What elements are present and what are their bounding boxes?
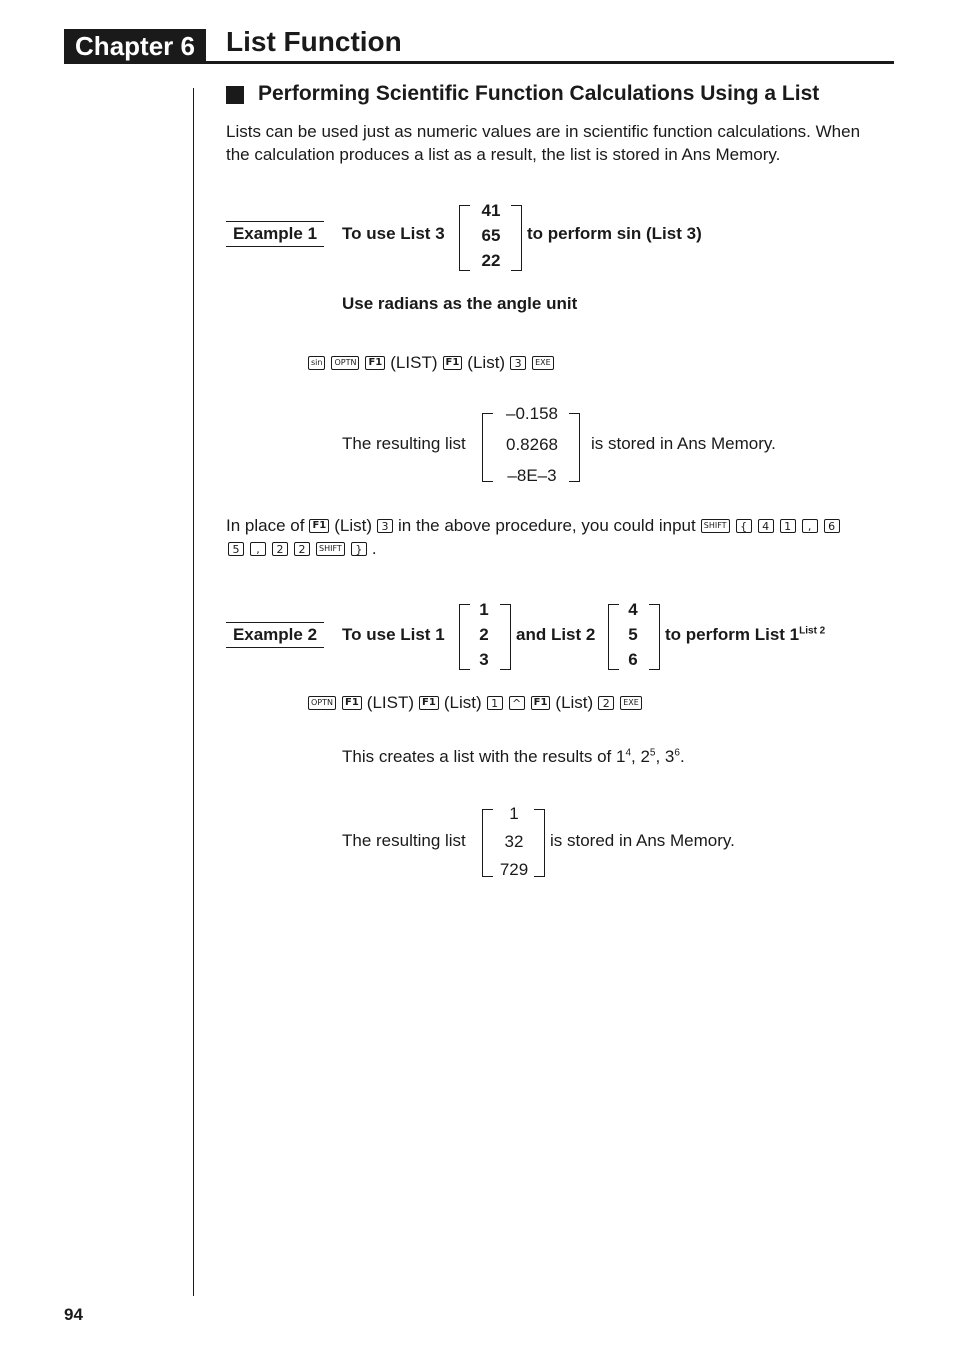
sup-6: 6: [674, 747, 680, 759]
list2-value: 4: [628, 600, 638, 619]
list1-values: [472, 600, 496, 670]
chapter-label: Chapter 6: [64, 29, 206, 63]
list-label: (List): [555, 693, 594, 712]
left-brace-key: {: [736, 519, 752, 533]
example-2-tail: [665, 625, 825, 645]
example-2-tail-text: to perform List 1: [665, 625, 800, 644]
f1-key: F1: [309, 519, 329, 533]
comma-key: ,: [802, 519, 818, 533]
page-number: 94: [64, 1305, 83, 1324]
f1-key: F1: [531, 696, 551, 710]
sup-4: 4: [625, 747, 632, 759]
list3-value: 41: [481, 201, 501, 220]
example-2-lead: To use List 1: [342, 625, 445, 644]
margin-rule: [193, 88, 194, 1296]
list3-right-bracket: [511, 205, 522, 271]
result2-right-bracket: [534, 809, 545, 877]
five-key: 5: [228, 542, 244, 556]
two-key: 2: [598, 696, 614, 710]
three-key: 3: [510, 356, 526, 370]
intro-paragraph: [226, 120, 896, 166]
example-2-creates-text: [342, 747, 685, 767]
two-key: 2: [272, 542, 288, 556]
example-2-result-prefix: The resulting list: [342, 831, 466, 850]
two-key: 2: [294, 542, 310, 556]
example-2-keystrokes: [305, 693, 645, 713]
result1-values: [494, 404, 570, 486]
example-1-note: Use radians as the angle unit: [342, 294, 578, 313]
list1-value: 2: [479, 625, 489, 644]
result2-value: 32: [504, 832, 524, 851]
example-1-tail: to perform sin (List 3): [527, 224, 702, 243]
result1-value: 0.8268: [506, 435, 558, 454]
sin-key: sin: [308, 356, 325, 370]
alt-text-3: in the above procedure, you could input: [398, 516, 696, 535]
shift-key: SHIFT: [316, 542, 345, 556]
creates-sep-2: , 3: [655, 747, 675, 766]
f1-key: F1: [419, 696, 439, 710]
creates-end: .: [679, 747, 685, 766]
list-caps-label: (LIST): [390, 353, 438, 372]
six-key: 6: [824, 519, 840, 533]
example-1-lead: To use List 3: [342, 224, 445, 243]
one-key: 1: [487, 696, 503, 710]
example-1-keystrokes: [305, 353, 557, 373]
sup-5: 5: [649, 747, 656, 759]
list2-values: [621, 600, 645, 670]
list2-left-bracket: [608, 604, 619, 670]
example-2-mid: and List 2: [516, 625, 596, 644]
list3-value: 22: [481, 251, 501, 270]
list3-left-bracket: [459, 205, 470, 271]
list-caps-label: (LIST): [366, 693, 415, 712]
creates-lead: This creates a list with the results of 1: [342, 747, 626, 766]
example-2-tail-sup: List 2: [799, 625, 826, 637]
list1-left-bracket: [459, 604, 470, 670]
list3-values: [472, 201, 510, 271]
exe-key: EXE: [620, 696, 642, 710]
alternative-line-1: [226, 516, 843, 536]
result2-value: 729: [499, 860, 529, 879]
list1-value: 1: [479, 600, 489, 619]
result1-value: –8E–3: [507, 466, 557, 485]
list1-right-bracket: [500, 604, 511, 670]
power-key: ^: [509, 696, 525, 710]
f1-key: F1: [342, 696, 362, 710]
example-1-label: Example 1: [226, 221, 324, 247]
result2-value: 1: [509, 804, 519, 823]
comma-key: ,: [250, 542, 266, 556]
four-key: 4: [758, 519, 774, 533]
header-rule: [64, 61, 894, 64]
example-1-result-prefix: The resulting list: [342, 434, 466, 453]
example-1-result-suffix: is stored in Ans Memory.: [591, 434, 776, 453]
list-label: (List): [467, 353, 506, 372]
optn-key: OPTN: [331, 356, 359, 370]
result1-left-bracket: [482, 413, 493, 482]
list2-right-bracket: [649, 604, 660, 670]
alt-end: .: [371, 539, 377, 558]
example-2-result-suffix: is stored in Ans Memory.: [550, 831, 735, 850]
one-key: 1: [780, 519, 796, 533]
result1-right-bracket: [569, 413, 580, 482]
shift-key: SHIFT: [701, 519, 730, 533]
list2-value: 5: [628, 625, 638, 644]
section-title: Performing Scientific Function Calculations Using a List: [258, 82, 820, 105]
optn-key: OPTN: [308, 696, 336, 710]
alt-text-1: In place of: [226, 516, 305, 535]
list-label: (List): [443, 693, 482, 712]
result2-left-bracket: [482, 809, 493, 877]
list3-value: 65: [481, 226, 501, 245]
result1-value: –0.158: [506, 404, 558, 423]
intro-line-2: the calculation produces a list as a result, the list is stored in Ans Memory.: [226, 145, 781, 164]
result2-values: [494, 804, 534, 880]
f1-key: F1: [443, 356, 463, 370]
list2-value: 6: [628, 650, 638, 669]
exe-key: EXE: [532, 356, 554, 370]
section-bullet-icon: [226, 86, 244, 104]
alternative-line-2: [226, 539, 379, 559]
three-key: 3: [377, 519, 393, 533]
list1-value: 3: [479, 650, 489, 669]
intro-line-1: Lists can be used just as numeric values are in scientific function calculations. When: [226, 122, 861, 141]
alt-text-2: (List): [334, 516, 373, 535]
right-brace-key: }: [351, 542, 367, 556]
f1-key: F1: [365, 356, 385, 370]
creates-sep-1: , 2: [631, 747, 650, 766]
chapter-title: List Function: [226, 26, 402, 57]
example-2-label: Example 2: [226, 622, 324, 648]
